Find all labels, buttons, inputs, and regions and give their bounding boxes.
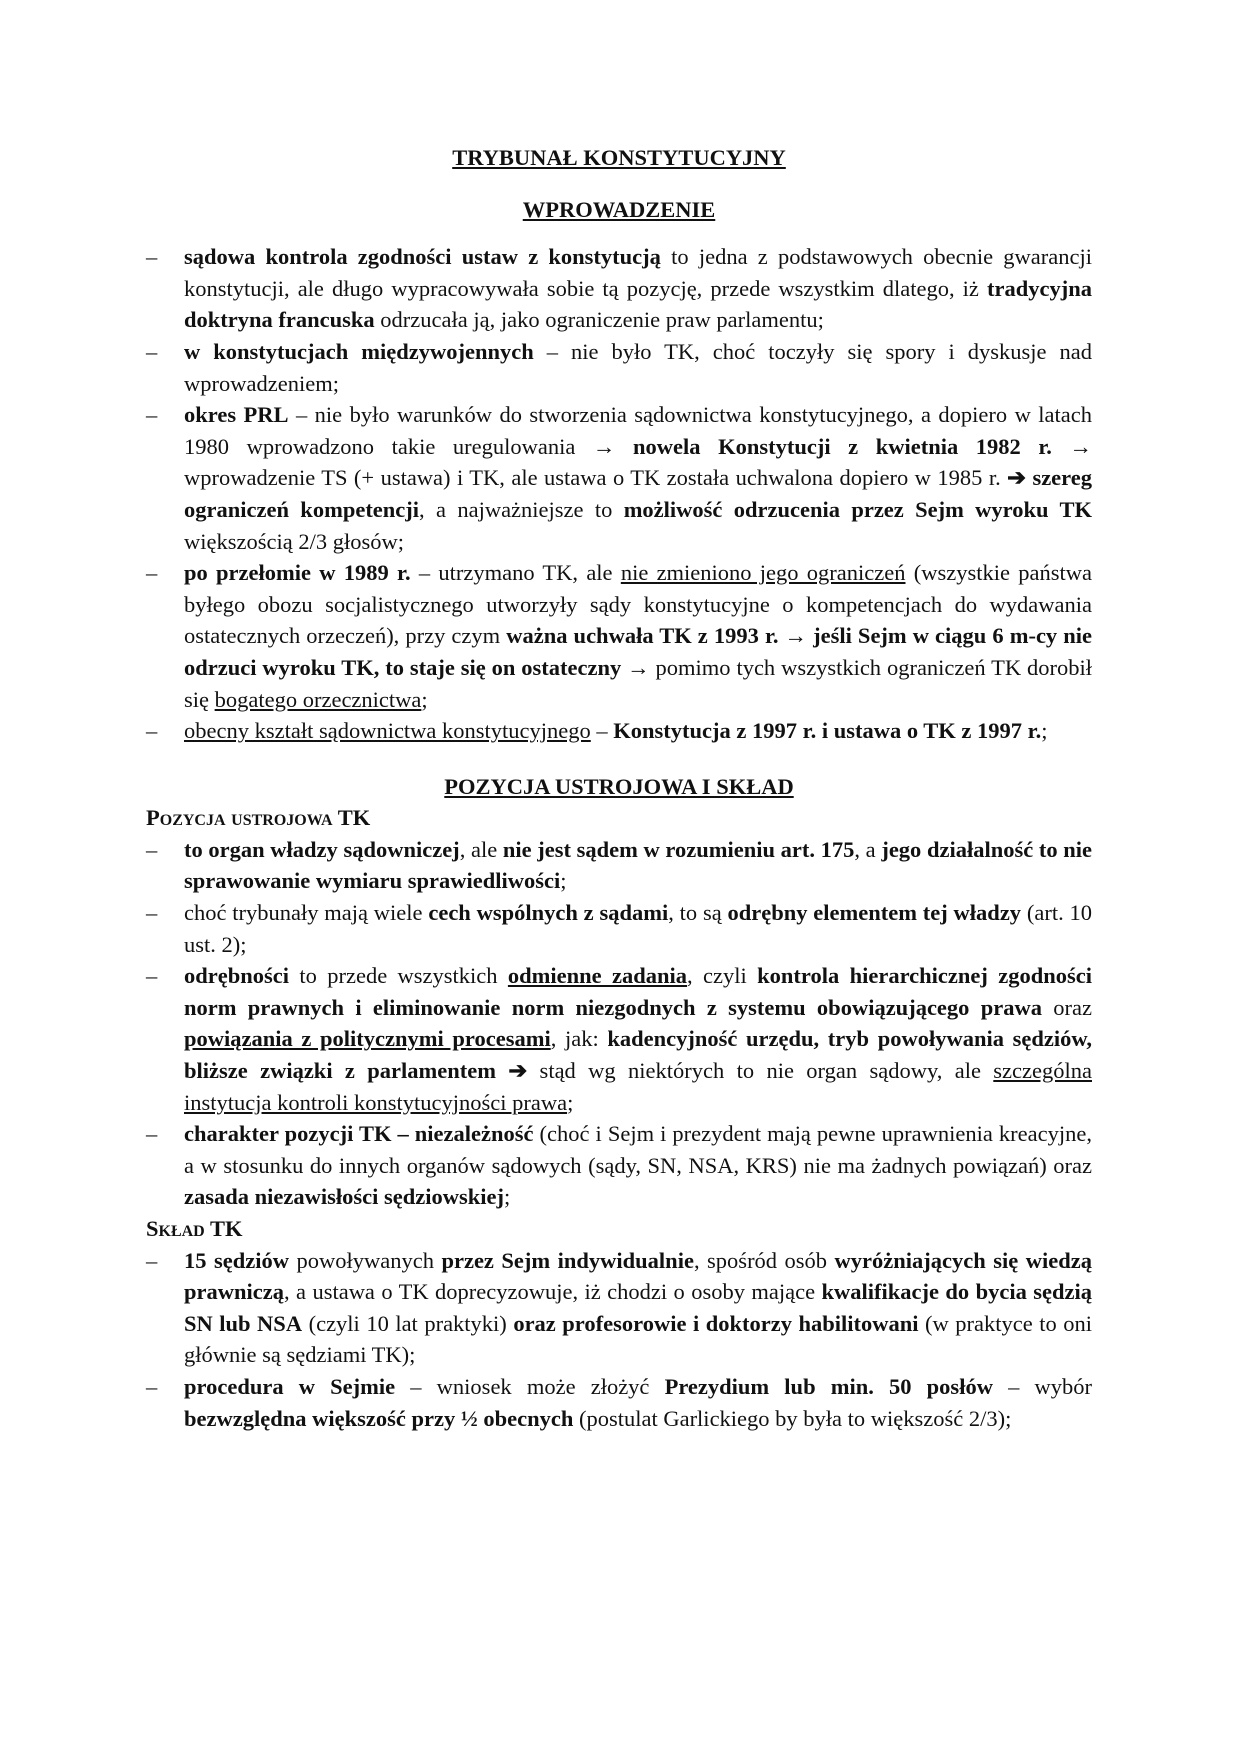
text-run: Prezydium lub min. 50 posłów [664, 1373, 993, 1399]
text-run: ; [560, 868, 567, 894]
text-run: ważna uchwała TK z 1993 r. → jeśli Sejm w ciągu 6 m-cy nie odrzuci wyroku TK, to staje się on ostateczny [184, 623, 1092, 680]
text-run: , spośród osób [693, 1247, 835, 1273]
text-run: procedura w Sejmie [184, 1373, 396, 1399]
introduction-list [146, 241, 1092, 747]
text-run: , to są [668, 900, 728, 926]
section-title-introduction: WPROWADZENIE [522, 196, 716, 222]
text-run: odrzucała ją, jako ograniczenie praw parlamentu; [374, 307, 824, 333]
text-run: (w praktyce to oni głównie są sędziami TK); [184, 1310, 1092, 1368]
text-run: okres PRL [184, 402, 289, 428]
text-run: ; [1041, 718, 1048, 744]
text-run: (wszystkie państwa byłego obozu socjalistycznego utworzyły sądy konstytucyjne o kompetencjach do wydawania ostatecznych orzeczeń), przy czym [184, 560, 1092, 649]
text-run: ; [504, 1184, 511, 1210]
list-item [146, 1371, 1092, 1434]
list-item [146, 1245, 1092, 1371]
text-run: odmienne zadania [507, 963, 688, 989]
text-run: nowela Konstytucji z kwietnia 1982 r. [633, 433, 1052, 459]
text-run: to organ władzy sądowniczej [184, 836, 460, 862]
text-run: (czyli 10 lat praktyki) [302, 1310, 514, 1336]
list-item [146, 399, 1092, 557]
text-run: odrębności [184, 963, 290, 989]
text-run: – wybór [992, 1373, 1093, 1399]
text-run: to jedna z podstawowych obecnie gwarancji konstytucji, ale długo wypracowywała sobie tą pozycję, przede wszystkim dlatego, iż [184, 244, 1093, 301]
text-run: po przełomie w 1989 r. [184, 560, 411, 586]
text-run: bogatego orzecznictwa [214, 686, 422, 712]
text-run: charakter pozycji TK – niezależność [184, 1121, 534, 1147]
text-run: nie jest sądem w rozumieniu art. 175 [502, 836, 855, 862]
text-run: jego działalność to nie sprawowanie wymiaru sprawiedliwości [184, 836, 1093, 894]
text-run: tradycyjna doktryna francuska [184, 275, 1092, 333]
document-title: TRYBUNAŁ KONSTYTUCYJNY [452, 145, 786, 170]
text-run: ➔ szereg ograniczeń kompetencji [184, 465, 1092, 522]
text-run: możliwość odrzucenia przez Sejm wyroku TK [623, 496, 1092, 522]
text-run: ; [421, 686, 428, 712]
text-run: (postulat Garlickiego by była to większość 2/3); [573, 1405, 1012, 1431]
list-item [146, 557, 1092, 715]
text-run: choć trybunały mają wiele [184, 900, 429, 926]
list-item [146, 834, 1092, 897]
text-run: odrębny elementem tej władzy [727, 900, 1022, 926]
text-run: kontrola hierarchicznej zgodności norm prawnych i eliminowanie norm niezgodnych z systemu obowiązującego prawa [184, 963, 1092, 1020]
position-list [146, 834, 1092, 1213]
text-run: stąd wg niektórych to nie organ sądowy, ale [527, 1058, 994, 1084]
text-run: (choć i Sejm i prezydent mają pewne uprawnienia kreacyjne, a w stosunku do innych organów sądowych (sądy, SN, NSA, KRS) nie ma żadnych powiązań) oraz [184, 1121, 1092, 1178]
subsection-title-position: Pozycja ustrojowa TK [146, 805, 371, 831]
composition-list [146, 1245, 1092, 1435]
list-item [146, 336, 1092, 399]
text-run: – [590, 718, 614, 744]
text-run: (art. 10 ust. 2); [184, 900, 1092, 957]
list-item [146, 715, 1092, 747]
text-run: → pomimo tych wszystkich ograniczeń TK dorobił się [184, 654, 1093, 712]
text-run: zasada niezawisłości sędziowskiej [184, 1184, 504, 1210]
text-run: Konstytucja z 1997 r. i ustawa o TK z 1997 r. [613, 718, 1042, 744]
text-run: , ale [459, 836, 503, 862]
list-item [146, 960, 1092, 1118]
text-run: sądowa kontrola zgodności ustaw z konstytucją [184, 244, 661, 270]
text-run: nie zmieniono jego ograniczeń [620, 560, 906, 586]
subsection-title-composition: Skład TK [146, 1216, 243, 1241]
text-run: powiązania z politycznymi procesami [184, 1026, 551, 1052]
text-run: oraz profesorowie i doktorzy habilitowani [513, 1310, 919, 1336]
text-run: kadencyjność urzędu, tryb powoływania sędziów, bliższe związki z parlamentem ➔ [184, 1026, 1092, 1084]
text-run: – nie było TK, choć toczyły się spory i dyskusje nad wprowadzeniem; [184, 338, 1092, 396]
text-run: większością 2/3 głosów; [184, 528, 404, 554]
text-run: w konstytucjach międzywojennych [184, 338, 534, 364]
text-run: kwalifikacje do bycia sędzią SN lub NSA [184, 1279, 1092, 1336]
text-run: przez Sejm indywidualnie [441, 1247, 694, 1273]
text-run: 15 sędziów [184, 1247, 289, 1273]
text-run: szczególna instytucja kontroli konstytucyjności prawa [184, 1058, 1092, 1115]
text-run: to przede wszystkich [289, 963, 508, 989]
text-run: , a [854, 836, 882, 862]
text-run: , a ustawa o TK doprecyzowuje, iż chodzi o osoby mające [284, 1279, 822, 1305]
text-run: → wprowadzenie TS (+ ustawa) i TK, ale ustawa o TK została uchwalona dopiero w 1985 r. [184, 433, 1092, 491]
text-run: – nie było warunków do stworzenia sądownictwa konstytucyjnego, a dopiero w latach 1980 wprowadzono takie uregulowania → [184, 402, 1092, 459]
text-run: ; [567, 1089, 574, 1115]
section-title-position-and-composition: POZYCJA USTROJOWA I SKŁAD [444, 773, 794, 799]
text-run: obecny kształt sądownictwa konstytucyjnego [184, 718, 591, 744]
text-run: , czyli [687, 963, 758, 989]
text-run: bezwzględna większość przy ½ obecnych [184, 1405, 574, 1431]
text-run: powoływanych [288, 1247, 442, 1273]
text-run: – wniosek może złożyć [395, 1373, 665, 1399]
text-run: cech wspólnych z sądami [428, 900, 669, 926]
text-run: wyróżniających się wiedzą prawniczą [184, 1247, 1092, 1305]
list-item [146, 1118, 1092, 1213]
list-item [146, 241, 1092, 336]
document-page [146, 142, 1092, 1434]
text-run: , jak: [550, 1026, 608, 1052]
text-run: oraz [1041, 994, 1092, 1020]
text-run: , a najważniejsze to [419, 496, 624, 522]
text-run: – utrzymano TK, ale [410, 560, 621, 586]
list-item [146, 897, 1092, 960]
